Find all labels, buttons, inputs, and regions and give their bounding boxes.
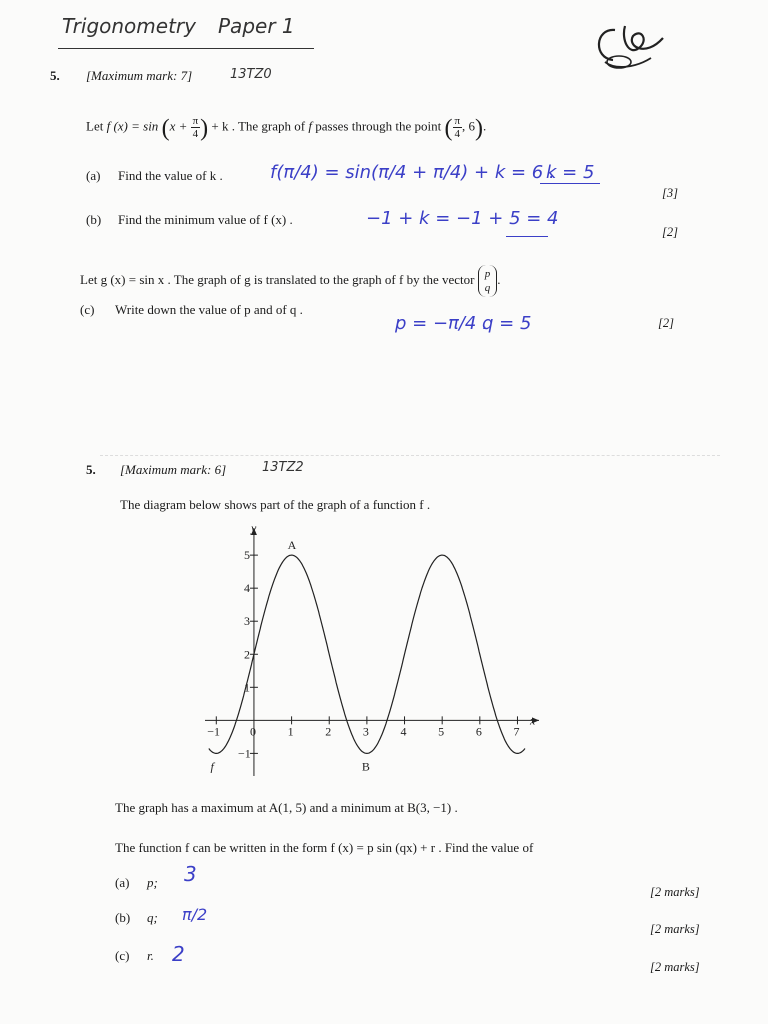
x-axis-label: x <box>530 713 536 728</box>
q2-code: 13TZ2 <box>262 460 304 475</box>
q2-number: 5. <box>86 462 96 477</box>
q1-stem-arg: x + <box>169 118 188 134</box>
header-title: Trigonometry <box>62 14 196 38</box>
q2-b-label: (b) <box>115 910 131 925</box>
q1-code: 13TZ0 <box>230 67 272 82</box>
q2-a-text: p; <box>147 875 158 890</box>
q1-a-work: f(π/4) = sin(π/4 + π/4) + k = 6 . <box>270 162 555 183</box>
q2-b-mark: [2 marks] <box>650 922 700 936</box>
q1-a-answer: k = 5 <box>540 162 600 184</box>
q2-c-label: (c) <box>115 948 130 963</box>
q1-a-mark: [3] <box>662 186 678 200</box>
function-graph <box>200 520 545 780</box>
q1-stem-k: + k . The graph of <box>211 118 306 134</box>
q2-max-mark: [Maximum mark: 6] <box>120 462 227 477</box>
q1-b-label: (b) <box>86 212 102 227</box>
handwritten-initials <box>585 18 675 78</box>
q2-intro: The diagram below shows part of the graph of a function f . <box>120 497 431 512</box>
q1-c-mark: [2] <box>658 316 674 330</box>
q2-c-answer: 2 <box>172 942 185 966</box>
q1-b-text: Find the minimum value of f (x) . <box>118 212 293 227</box>
q2-a-mark: [2 marks] <box>650 885 700 899</box>
point-label-A: A <box>287 538 297 553</box>
y-tick-label: 1 <box>243 680 250 695</box>
x-tick-label: 0 <box>249 724 256 739</box>
q2-c-mark: [2 marks] <box>650 960 700 974</box>
q2-a-label: (a) <box>115 875 130 890</box>
q1-stem-let: Let <box>86 118 104 134</box>
q2-b-answer: π/2 <box>182 905 208 924</box>
q1-a-text: Find the value of k . <box>118 168 223 183</box>
x-tick-label: 1 <box>287 724 294 739</box>
header-paper: Paper 1 <box>218 14 295 38</box>
q1-stem-function: f (x) = sin <box>106 118 159 134</box>
q2-a-answer: 3 <box>184 862 197 886</box>
point-label-f: f <box>210 759 214 774</box>
q1-pi-over-4: π 4 <box>192 115 199 140</box>
q1-c-work-p: p = −π/4 . <box>395 313 488 334</box>
scan-separator <box>100 455 720 456</box>
q1-b-work: −1 + k = −1 + 5 = 4 <box>366 208 559 229</box>
q1-max-mark: [Maximum mark: 7] <box>86 68 193 83</box>
q1-c-text: Write down the value of p and of q . <box>115 302 303 317</box>
q2-form-text: The function f can be written in the form f (x) = p sin (qx) + r . Find the value of <box>115 840 534 855</box>
y-tick-label: −1 <box>237 746 251 761</box>
q2-b-text: q; <box>147 910 158 925</box>
q1-paren-close: ) <box>200 115 209 142</box>
y-tick-label: 5 <box>243 548 250 563</box>
q1-point-y: 6 <box>468 118 475 134</box>
x-tick-label: −1 <box>207 724 221 739</box>
x-tick-label: 4 <box>400 724 407 739</box>
q1-c-work-q: q = 5 <box>482 313 532 334</box>
q2-graph-text: The graph has a maximum at A(1, 5) and a minimum at B(3, −1) . <box>115 800 458 815</box>
q2-c-text: r. <box>147 948 154 963</box>
q1-stem-f: f <box>308 118 312 134</box>
header-underline <box>58 48 314 49</box>
q1-g-text: Let g (x) = sin x . The graph of g is translated to the graph of f by the vector <box>80 271 475 287</box>
x-tick-label: 2 <box>325 724 332 739</box>
y-axis-label: y <box>250 521 257 535</box>
point-label-B: B <box>361 759 370 774</box>
y-tick-label: 3 <box>243 614 250 629</box>
q1-g-line: Let g (x) = sin x . The graph of g is translated to the graph of f by the vector p q. <box>80 265 500 297</box>
q1-vector: p q <box>478 265 498 297</box>
q1-paren-open: ( <box>161 115 170 142</box>
q1-b-mark: [2] <box>662 225 678 239</box>
y-tick-label: 4 <box>243 581 250 596</box>
q1-number: 5. <box>50 68 60 83</box>
x-tick-label: 6 <box>475 724 482 739</box>
x-tick-label: 5 <box>438 724 445 739</box>
q1-stem: Let f (x) = sin (x + π 4) + k . The graph of f passes through the point ( π 4, 6). <box>86 115 487 142</box>
q1-c-label: (c) <box>80 302 95 317</box>
q1-b-answer-underline <box>506 236 548 237</box>
y-tick-label: 2 <box>243 647 250 662</box>
q1-a-label: (a) <box>86 168 101 183</box>
x-tick-label: 7 <box>513 724 520 739</box>
x-tick-label: 3 <box>362 724 369 739</box>
q1-point-x: π 4 <box>454 115 461 140</box>
q1-stem-post: passes through the point <box>315 118 442 134</box>
